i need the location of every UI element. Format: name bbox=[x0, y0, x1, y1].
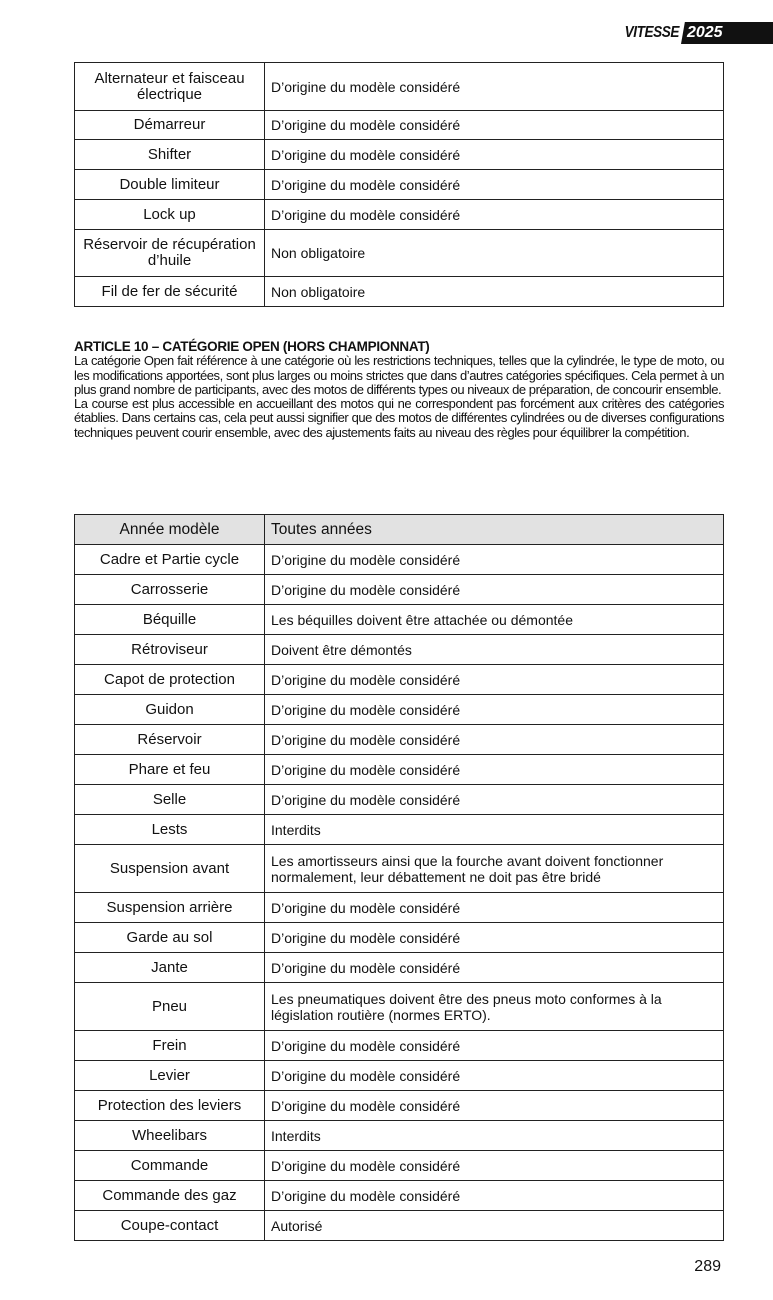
header-year: 2025 bbox=[687, 24, 723, 41]
header-year-box bbox=[681, 22, 773, 44]
row-value-cell: D’origine du modèle considéré bbox=[265, 1091, 724, 1121]
row-value-cell: D’origine du modèle considéré bbox=[265, 1181, 724, 1211]
table-row bbox=[75, 725, 724, 755]
article-title: ARTICLE 10 – CATÉGORIE OPEN (HORS CHAMPIONNAT) bbox=[74, 339, 430, 354]
row-label-cell: Shifter bbox=[75, 140, 265, 170]
row-label-cell: Guidon bbox=[75, 695, 265, 725]
spec-table-1-body bbox=[75, 63, 724, 307]
table-row bbox=[75, 785, 724, 815]
header-badge bbox=[615, 22, 773, 44]
row-value-cell: D’origine du modèle considéré bbox=[265, 1151, 724, 1181]
row-value-cell: Doivent être démontés bbox=[265, 635, 724, 665]
row-label-cell: Pneu bbox=[75, 983, 265, 1031]
table-row bbox=[75, 545, 724, 575]
table-row bbox=[75, 200, 724, 230]
table-row bbox=[75, 635, 724, 665]
row-label-cell: Lests bbox=[75, 815, 265, 845]
row-label-cell: Commande des gaz bbox=[75, 1181, 265, 1211]
article-paragraph-1: La catégorie Open fait référence à une catégorie où les restrictions techniques, telles que la cylindrée, le type de moto, ou les modifications apportées, sont plus larges ou moins strictes que dans d’autres catégories spécifiques. Cela permet à un plus grand nombre de participants, avec des motos de différents types ou niveaux de préparation, de concourir ensemble. bbox=[74, 353, 724, 397]
row-label-cell: Capot de protection bbox=[75, 665, 265, 695]
row-label-cell: Frein bbox=[75, 1031, 265, 1061]
row-label-cell: Démarreur bbox=[75, 111, 265, 140]
row-label-cell: Fil de fer de sécurité bbox=[75, 277, 265, 307]
row-label-cell: Wheelibars bbox=[75, 1121, 265, 1151]
row-label-cell: Suspension arrière bbox=[75, 893, 265, 923]
row-label-cell: Selle bbox=[75, 785, 265, 815]
row-value-cell: D’origine du modèle considéré bbox=[265, 785, 724, 815]
table-row bbox=[75, 63, 724, 111]
row-value-cell: Les pneumatiques doivent être des pneus moto conformes à la législation routière (normes ERTO). bbox=[265, 983, 724, 1031]
row-label-cell: Lock up bbox=[75, 200, 265, 230]
row-value-cell: D’origine du modèle considéré bbox=[265, 755, 724, 785]
row-value-cell: D’origine du modèle considéré bbox=[265, 725, 724, 755]
row-label-cell: Réservoir bbox=[75, 725, 265, 755]
table-row bbox=[75, 923, 724, 953]
row-label-cell: Réservoir de récupération d’huile bbox=[75, 230, 265, 277]
row-value-cell: D’origine du modèle considéré bbox=[265, 545, 724, 575]
row-label-cell: Béquille bbox=[75, 605, 265, 635]
table-row bbox=[75, 1151, 724, 1181]
table-row bbox=[75, 111, 724, 140]
table-row bbox=[75, 695, 724, 725]
table-row bbox=[75, 1091, 724, 1121]
table-row bbox=[75, 277, 724, 307]
row-value-cell: D’origine du modèle considéré bbox=[265, 893, 724, 923]
row-label-cell: Rétroviseur bbox=[75, 635, 265, 665]
row-value-cell: Interdits bbox=[265, 1121, 724, 1151]
page-number: 289 bbox=[694, 1258, 721, 1275]
table-row bbox=[75, 755, 724, 785]
row-value-cell: D’origine du modèle considéré bbox=[265, 923, 724, 953]
row-value-cell: D’origine du modèle considéré bbox=[265, 1061, 724, 1091]
row-value-cell: Interdits bbox=[265, 815, 724, 845]
row-label-cell: Protection des leviers bbox=[75, 1091, 265, 1121]
table-row bbox=[75, 605, 724, 635]
row-value-cell: D’origine du modèle considéré bbox=[265, 63, 724, 111]
article-paragraph-2: La course est plus accessible en accueillant des motos qui ne correspondent pas forcément aux critères des catégories établies. Dans certains cas, cela peut aussi signifier que des motos de différentes cylindrées ou de diverses configurations techniques peuvent courir ensemble, avec des ajustements faits au niveau des règles pour équilibrer la compétition. bbox=[74, 396, 724, 440]
table-row bbox=[75, 893, 724, 923]
table-row bbox=[75, 665, 724, 695]
row-value-cell: Autorisé bbox=[265, 1211, 724, 1241]
row-label-cell: Levier bbox=[75, 1061, 265, 1091]
table-row bbox=[75, 1031, 724, 1061]
spec-table-2-body bbox=[75, 515, 724, 1241]
table-row bbox=[75, 140, 724, 170]
table-row bbox=[75, 1181, 724, 1211]
row-value-cell: D’origine du modèle considéré bbox=[265, 953, 724, 983]
row-label-cell: Garde au sol bbox=[75, 923, 265, 953]
row-value-cell: D’origine du modèle considéré bbox=[265, 200, 724, 230]
table-row bbox=[75, 170, 724, 200]
header-brand: VITESSE bbox=[624, 24, 680, 41]
spec-table-2 bbox=[74, 514, 724, 1241]
row-label-cell: Cadre et Partie cycle bbox=[75, 545, 265, 575]
row-value-cell: D’origine du modèle considéré bbox=[265, 695, 724, 725]
table-row bbox=[75, 1211, 724, 1241]
table-row bbox=[75, 1061, 724, 1091]
row-value-cell: Non obligatoire bbox=[265, 277, 724, 307]
table-row bbox=[75, 575, 724, 605]
header-label-cell: Année modèle bbox=[75, 515, 265, 545]
row-value-cell: D’origine du modèle considéré bbox=[265, 575, 724, 605]
row-label-cell: Alternateur et faisceau électrique bbox=[75, 63, 265, 111]
row-value-cell: Les amortisseurs ainsi que la fourche avant doivent fonctionner normalement, leur débattement ne doit pas être bridé bbox=[265, 845, 724, 893]
row-value-cell: D’origine du modèle considéré bbox=[265, 665, 724, 695]
row-label-cell: Phare et feu bbox=[75, 755, 265, 785]
row-label-cell: Double limiteur bbox=[75, 170, 265, 200]
spec-table-1 bbox=[74, 62, 724, 307]
table-row bbox=[75, 815, 724, 845]
header-value-cell: Toutes années bbox=[265, 515, 724, 545]
row-value-cell: Non obligatoire bbox=[265, 230, 724, 277]
row-value-cell: Les béquilles doivent être attachée ou démontée bbox=[265, 605, 724, 635]
table-header-row bbox=[75, 515, 724, 545]
table-row bbox=[75, 845, 724, 893]
row-value-cell: D’origine du modèle considéré bbox=[265, 170, 724, 200]
row-label-cell: Commande bbox=[75, 1151, 265, 1181]
table-row bbox=[75, 953, 724, 983]
article-10 bbox=[74, 340, 724, 440]
table-row bbox=[75, 230, 724, 277]
table-row bbox=[75, 1121, 724, 1151]
row-label-cell: Coupe-contact bbox=[75, 1211, 265, 1241]
row-value-cell: D’origine du modèle considéré bbox=[265, 111, 724, 140]
row-label-cell: Carrosserie bbox=[75, 575, 265, 605]
row-value-cell: D’origine du modèle considéré bbox=[265, 140, 724, 170]
row-label-cell: Suspension avant bbox=[75, 845, 265, 893]
table-row bbox=[75, 983, 724, 1031]
row-value-cell: D’origine du modèle considéré bbox=[265, 1031, 724, 1061]
row-label-cell: Jante bbox=[75, 953, 265, 983]
